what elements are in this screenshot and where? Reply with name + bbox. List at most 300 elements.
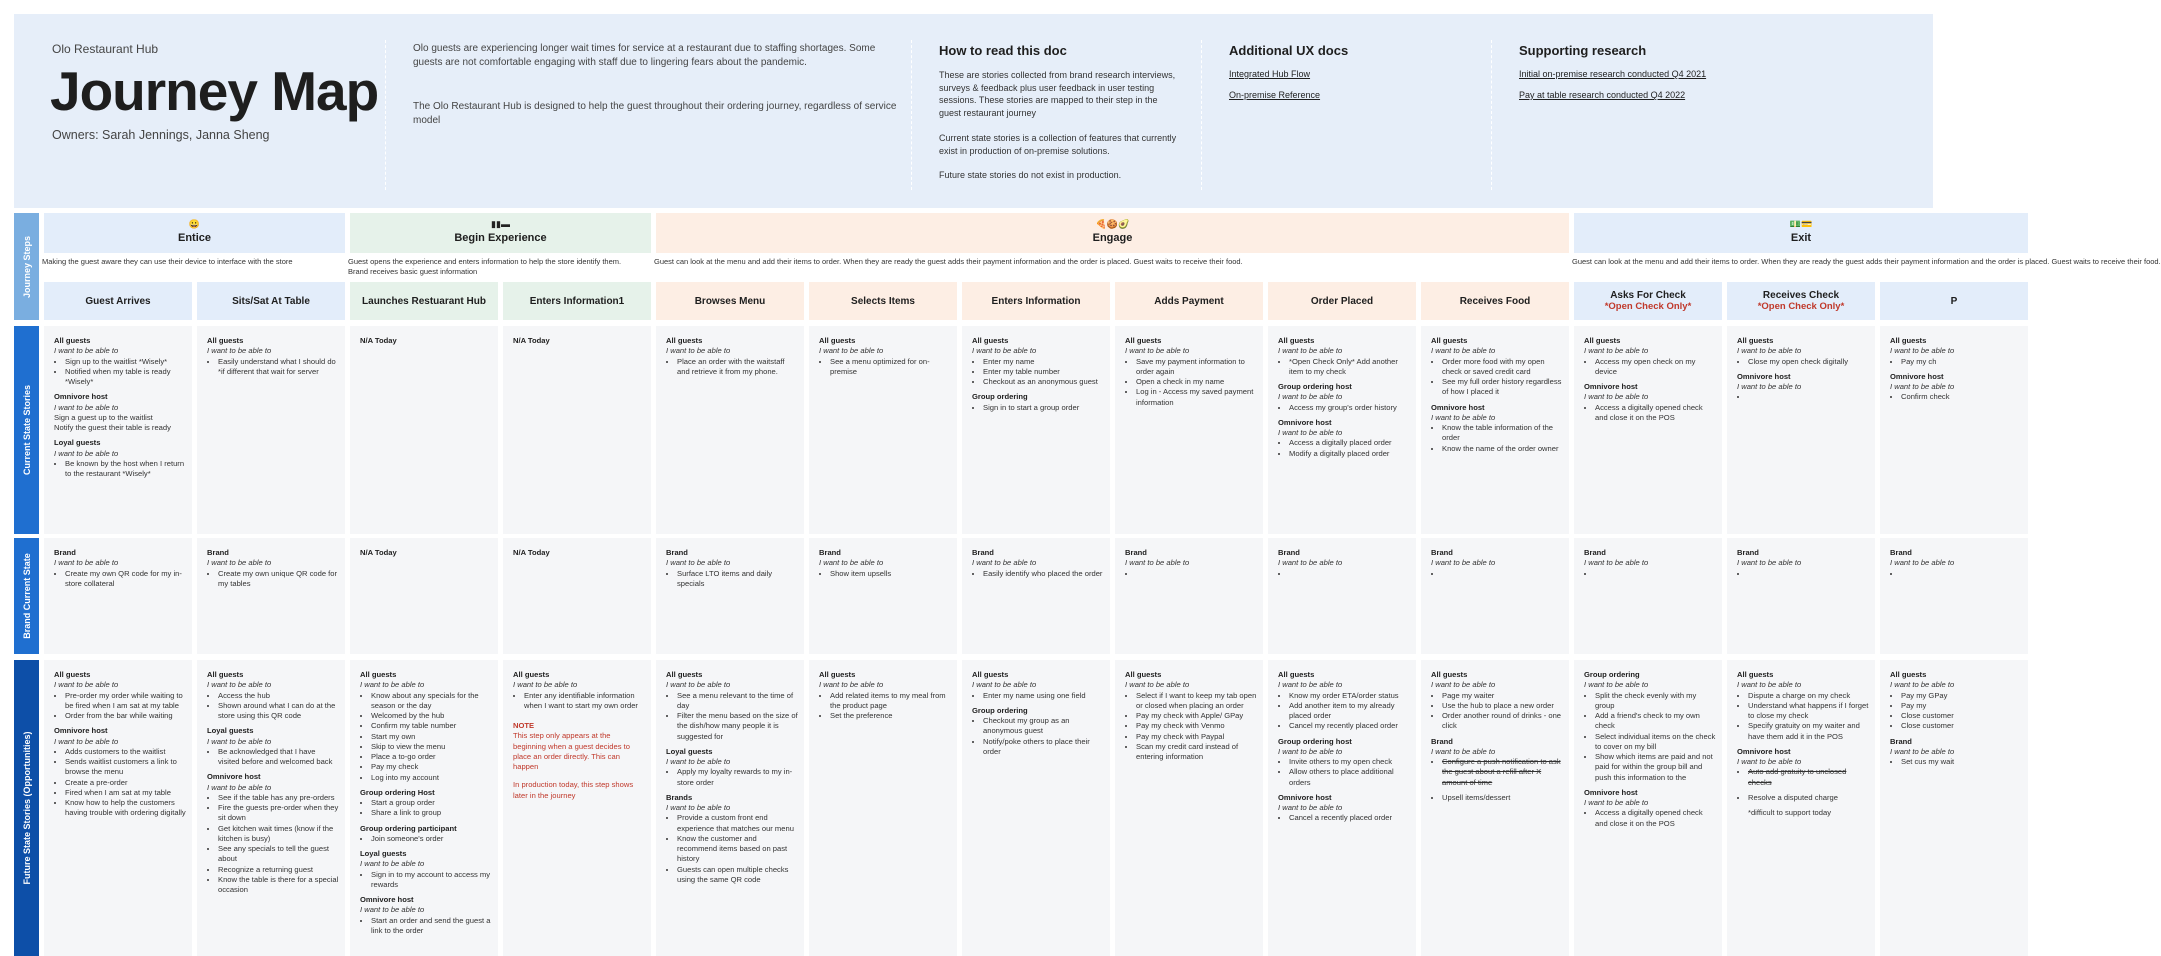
story-item: • See a menu relevant to the time of day — [677, 691, 798, 712]
story-list — [218, 747, 339, 768]
brand-state-cell — [1880, 538, 2028, 654]
group-title: All guests — [1125, 670, 1162, 679]
intro-paragraph-2: The Olo Restaurant Hub is designed to help the guest throughout their ordering journey, regardless of service model — [413, 101, 897, 126]
group-title: All guests — [1431, 670, 1468, 679]
current-state-cell — [1421, 326, 1569, 534]
story-item: • Notify/poke others to place their order — [983, 737, 1104, 758]
step-header[interactable] — [1268, 282, 1416, 320]
story-list — [677, 691, 798, 742]
group-intent: I want to be able to — [1431, 680, 1496, 690]
current-state-cell — [1574, 326, 1722, 534]
story-list — [371, 798, 492, 819]
story-item: • Start my own — [371, 732, 492, 742]
group-intent: I want to be able to — [1890, 346, 1955, 356]
step-label: Enters Information — [991, 295, 1081, 307]
story-list — [1442, 691, 1563, 732]
group-intent: I want to be able to — [972, 346, 1037, 356]
brand-state-cell — [1421, 538, 1569, 654]
story-item — [1442, 569, 1563, 579]
story-text: Notify the guest their table is ready — [54, 423, 171, 432]
group-intent: I want to be able to — [1737, 382, 1802, 391]
current-state-cell — [350, 326, 498, 534]
story-item: • Understand what happens if I forget to close my check — [1748, 701, 1869, 722]
story-list — [983, 691, 1104, 701]
group-title: Omnivore host — [1737, 746, 1791, 756]
story-list — [65, 691, 186, 722]
story-list — [1442, 423, 1563, 454]
story-item: • Place a to-go order — [371, 752, 492, 762]
step-header[interactable] — [1421, 282, 1569, 320]
step-header[interactable] — [962, 282, 1110, 320]
story-item: • Confirm check — [1901, 392, 2022, 402]
story-item: • Use the hub to place a new order — [1442, 701, 1563, 711]
story-item: • Access my open check on my device — [1595, 357, 1716, 378]
story-item: • *Open Check Only* Add another item to my check — [1289, 357, 1410, 378]
story-item: • Create a pre-order — [65, 778, 186, 788]
future-state-cell — [962, 660, 1110, 956]
story-item: • Welcomed by the hub — [371, 711, 492, 721]
story-item: • Show item upsells — [830, 569, 951, 579]
group-intent: I want to be able to — [207, 558, 272, 568]
group-intent: I want to be able to — [1890, 558, 1955, 568]
story-item: • Adds customers to the waitlist — [65, 747, 186, 757]
story-item: • Close customer — [1901, 721, 2022, 731]
phase-exit — [1574, 213, 2028, 253]
group-title: Brand — [1737, 548, 1759, 557]
phase-description — [654, 257, 1577, 267]
story-item: • Add related items to my meal from the product page — [830, 691, 951, 712]
story-list — [983, 403, 1104, 413]
group-intent: I want to be able to — [54, 346, 119, 356]
brand-state-cell — [962, 538, 1110, 654]
story-item — [1901, 569, 2022, 579]
story-item: • Select if I want to keep my tab open or closed when placing an order — [1136, 691, 1257, 712]
current-state-cell — [962, 326, 1110, 534]
story-item: • Pay my — [1901, 701, 2022, 711]
brand-state-cell — [503, 538, 651, 654]
story-item: • Select individual items on the check to cover on my bill — [1595, 732, 1716, 753]
story-item: • Checkout my group as an anonymous guest — [983, 716, 1104, 737]
story-list — [1442, 357, 1563, 398]
step-label: Launches Restuarant Hub — [362, 295, 486, 307]
link-integrated-hub-flow[interactable]: Integrated Hub Flow — [1229, 69, 1311, 79]
step-header[interactable] — [44, 282, 192, 320]
current-state-cell — [1880, 326, 2028, 534]
story-item: • Notified when my table is ready *Wisely* — [65, 367, 186, 388]
step-note: *Open Check Only* — [1604, 301, 1692, 312]
story-item: • See my full order history regardless of how I placed it — [1442, 377, 1563, 398]
story-list — [218, 793, 339, 896]
group-intent: I want to be able to — [1431, 412, 1496, 422]
brand-state-cell — [1574, 538, 1722, 654]
story-item: • Know the name of the order owner — [1442, 444, 1563, 454]
story-item: • Know my order ETA/order status — [1289, 691, 1410, 701]
group-intent: I want to be able to — [1278, 680, 1343, 690]
phase-desc-line: Making the guest aware they can use their device to interface with the store — [42, 257, 293, 266]
group-intent: I want to be able to — [54, 736, 119, 746]
story-item: • Filter the menu based on the size of the dish/how many people it is suggested for — [677, 711, 798, 742]
group-title: All guests — [54, 670, 91, 679]
future-state-cell — [1268, 660, 1416, 956]
app-subtitle: Olo Restaurant Hub — [52, 42, 159, 56]
story-item: • Fire the guests pre-order when they sit down — [218, 803, 339, 824]
story-item: • Surface LTO items and daily specials — [677, 569, 798, 590]
future-state-cell — [1727, 660, 1875, 956]
story-item: • Log in - Access my saved payment information — [1136, 387, 1257, 408]
step-label: Adds Payment — [1154, 295, 1224, 307]
story-item: • Pay my ch — [1901, 357, 2022, 367]
row-label-future-state: Future State Stories (Opportunities) — [14, 660, 39, 956]
step-header[interactable] — [503, 282, 651, 320]
story-item: • Skip to view the menu — [371, 742, 492, 752]
story-item: • Pay my check with Venmo — [1136, 721, 1257, 731]
story-text: Sign a guest up to the waitlist — [54, 412, 153, 422]
future-state-cell — [1421, 660, 1569, 956]
group-title: All guests — [54, 336, 91, 345]
group-intent: I want to be able to — [54, 680, 119, 690]
group-title: Brand — [972, 548, 994, 557]
story-list — [218, 691, 339, 722]
story-item: • Know about any specials for the season or the day — [371, 691, 492, 712]
story-item — [1289, 569, 1410, 579]
story-list — [1289, 438, 1410, 459]
step-header[interactable] — [1880, 282, 2028, 320]
story-item: • Fired when I am sat at my table — [65, 788, 186, 798]
group-title: All guests — [1278, 336, 1315, 345]
group-title: All guests — [1584, 336, 1621, 345]
group-title: Omnivore host — [1431, 402, 1485, 412]
group-title: Omnivore host — [54, 392, 108, 402]
story-item: • Invite others to my open check — [1289, 757, 1410, 767]
story-item: • Log into my account — [371, 773, 492, 783]
story-item: • Set the preference — [830, 711, 951, 721]
story-item: • Guests can open multiple checks using the same QR code — [677, 865, 798, 886]
group-title: All guests — [819, 670, 856, 679]
future-state-cell — [503, 660, 651, 956]
future-state-cell — [1115, 660, 1263, 956]
story-item: • Sends waitlist customers a link to browse the menu — [65, 757, 186, 778]
story-item: • Know the table information of the order — [1442, 423, 1563, 444]
group-intent: I want to be able to — [819, 680, 884, 690]
story-item: • Enter my name using one field — [983, 691, 1104, 701]
story-list — [1901, 357, 2022, 367]
story-list — [1289, 813, 1410, 823]
story-item: • Be acknowledged that I have visited before and welcomed back — [218, 747, 339, 768]
story-list — [1442, 569, 1563, 579]
story-item: • Close my open check digitally — [1748, 357, 1869, 367]
story-item: • Confirm my table number — [371, 721, 492, 731]
group-intent: I want to be able to — [207, 346, 272, 356]
story-list — [983, 357, 1104, 388]
story-item: • Start an order and send the guest a link to the order — [371, 916, 492, 937]
story-item: • Order from the bar while waiting — [65, 711, 186, 721]
step-label: Order Placed — [1310, 295, 1374, 307]
group-title: All guests — [666, 336, 703, 345]
group-title: Brand — [1125, 548, 1147, 557]
story-item: • See any specials to tell the guest about — [218, 844, 339, 865]
group-title: Loyal guests — [666, 746, 713, 756]
group-intent: I want to be able to — [1278, 346, 1343, 356]
story-item: • See a menu optimized for on-premise — [830, 357, 951, 378]
group-title: Group ordering — [972, 392, 1028, 402]
group-intent: I want to be able to — [1431, 558, 1496, 568]
group-title: All guests — [360, 670, 397, 679]
group-title: All guests — [207, 670, 244, 679]
group-intent: I want to be able to — [1584, 392, 1649, 402]
story-item: • Join someone's order — [371, 834, 492, 844]
story-item: • Modify a digitally placed order — [1289, 449, 1410, 459]
story-item: • Enter any identifiable information when I want to start my own order — [524, 691, 645, 712]
story-text: *difficult to support today — [1748, 808, 1832, 817]
phase-name: Begin Experience — [454, 232, 547, 244]
brand-state-cell — [350, 538, 498, 654]
phase-emoji: 💵💳 — [1789, 219, 1813, 229]
step-header[interactable] — [656, 282, 804, 320]
owners-label: Owners: Sarah Jennings, Janna Sheng — [52, 128, 270, 142]
group-title: Brand — [666, 548, 688, 557]
step-header[interactable] — [1574, 282, 1722, 320]
current-state-cell — [656, 326, 804, 534]
group-title: All guests — [972, 670, 1009, 679]
group-title: Omnivore host — [207, 772, 261, 782]
group-intent: I want to be able to — [1584, 346, 1649, 356]
group-title: Omnivore host — [1737, 371, 1791, 381]
group-title: All guests — [1890, 336, 1927, 345]
current-state-cell — [44, 326, 192, 534]
current-state-cell — [809, 326, 957, 534]
story-item: • Resolve a disputed charge — [1748, 793, 1869, 803]
group-title: Omnivore host — [1584, 787, 1638, 797]
current-state-cell — [197, 326, 345, 534]
story-list — [677, 813, 798, 885]
group-title: Group ordering participant — [360, 823, 457, 833]
group-title: N/A Today — [513, 548, 550, 557]
story-list — [371, 691, 492, 783]
group-intent: I want to be able to — [1125, 558, 1190, 568]
story-item: • Specify gratuity on my waiter and have them add it in the POS — [1748, 721, 1869, 742]
story-list — [65, 747, 186, 819]
phase-emoji: 😀 — [188, 219, 201, 229]
story-item: • Recognize a returning guest — [218, 865, 339, 875]
story-item — [1748, 392, 1869, 402]
story-item: • Enter my table number — [983, 367, 1104, 377]
brand-state-cell — [44, 538, 192, 654]
step-header[interactable] — [1727, 282, 1875, 320]
current-state-cell — [1727, 326, 1875, 534]
phase-name: Entice — [177, 232, 211, 244]
group-intent: I want to be able to — [1278, 428, 1343, 437]
group-title: All guests — [1737, 670, 1774, 679]
group-intent: I want to be able to — [666, 558, 731, 568]
story-list — [1748, 767, 1869, 788]
group-title: Loyal guests — [360, 849, 407, 858]
story-list — [1595, 403, 1716, 424]
story-item: • Split the check evenly with my group — [1595, 691, 1716, 712]
brand-state-cell — [656, 538, 804, 654]
group-intent: I want to be able to — [1431, 346, 1496, 356]
ux-docs-title: Additional UX docs — [1229, 43, 1349, 58]
story-item: • Set cus my wait — [1901, 757, 2022, 767]
story-item: • Order another round of drinks - one click — [1442, 711, 1563, 732]
story-item: • Close customer — [1901, 711, 2022, 721]
step-header[interactable] — [350, 282, 498, 320]
brand-state-cell — [809, 538, 957, 654]
story-item: • Enter my name — [983, 357, 1104, 367]
phase-emoji: 🍕🍪🥑 — [1095, 219, 1130, 229]
group-intent: I want to be able to — [207, 680, 272, 690]
group-title: Group ordering host — [1278, 736, 1352, 746]
story-item — [1748, 569, 1869, 579]
story-list — [1136, 691, 1257, 763]
story-list — [677, 357, 798, 378]
brand-state-cell — [197, 538, 345, 654]
story-item: • Upsell items/dessert — [1442, 793, 1563, 803]
phase-desc-line: Guest can look at the menu and add their items to order. When they are ready the guest adds their payment information and the order is placed. Guest waits to receive their food. — [654, 257, 1243, 266]
group-intent: I want to be able to — [819, 558, 884, 568]
story-list — [1595, 357, 1716, 378]
group-title: Omnivore host — [1278, 792, 1332, 802]
group-intent: I want to be able to — [360, 680, 425, 690]
story-item: • Apply my loyalty rewards to my in-store order — [677, 767, 798, 788]
story-item: • Access a digitally opened check and close it on the POS — [1595, 808, 1716, 829]
story-list — [677, 569, 798, 590]
story-item: • Be known by the host when I return to the restaurant *Wisely* — [65, 459, 186, 480]
story-list — [1901, 569, 2022, 579]
group-title: All guests — [1278, 670, 1315, 679]
story-list — [983, 716, 1104, 757]
story-list — [371, 834, 492, 844]
group-intent: I want to be able to — [1584, 558, 1649, 568]
step-label: Sits/Sat At Table — [232, 295, 310, 307]
story-item-struck: • Configure a push notification to ask the guest about a refill after X amount of time — [1442, 757, 1563, 788]
group-title: All guests — [1737, 336, 1774, 345]
story-item: • Add a friend's check to my own check — [1595, 711, 1716, 732]
step-header[interactable] — [1115, 282, 1263, 320]
header-divider — [385, 40, 386, 190]
story-item: • Access the hub — [218, 691, 339, 701]
how-to-read-para-3: Future state stories do not exist in production. — [939, 170, 1122, 180]
step-label: Selects Items — [851, 295, 915, 307]
group-title: Group ordering host — [1278, 382, 1352, 391]
story-item-struck: • Auto add gratuity to unclosed checks — [1748, 767, 1869, 788]
group-intent: I want to be able to — [972, 558, 1037, 568]
story-item: • Create my own unique QR code for my tables — [218, 569, 339, 590]
step-label: Asks For Check — [1610, 290, 1686, 301]
story-list — [1748, 357, 1869, 367]
story-item: • Checkout as an anonymous guest — [983, 377, 1104, 387]
group-title: Brand — [819, 548, 841, 557]
step-label: Receives Food — [1459, 295, 1531, 307]
step-note-text: In production today, this step shows later in the journey — [513, 780, 634, 800]
link-initial-research[interactable]: Initial on-premise research conducted Q4 2021 — [1519, 69, 1707, 79]
phase-description — [1572, 257, 2161, 267]
future-state-cell — [44, 660, 192, 956]
story-item: • Sign in to start a group order — [983, 403, 1104, 413]
group-intent: I want to be able to — [1890, 382, 1955, 391]
story-list — [830, 357, 951, 378]
story-item: • Show which items are paid and not paid for within the group bill and push this information to the — [1595, 752, 1716, 783]
story-list — [1595, 569, 1716, 579]
story-item: • Provide a custom front end experience that matches our menu — [677, 813, 798, 834]
step-header[interactable] — [809, 282, 957, 320]
step-header[interactable] — [197, 282, 345, 320]
group-title: Omnivore host — [1584, 382, 1638, 391]
story-list — [218, 357, 339, 378]
story-item: • Cancel my recently placed order — [1289, 721, 1410, 731]
header-divider — [1201, 40, 1202, 190]
story-list — [1442, 757, 1563, 788]
group-intent: I want to be able to — [1125, 680, 1190, 690]
current-state-cell — [503, 326, 651, 534]
story-item: • Page my waiter — [1442, 691, 1563, 701]
page-title: Journey Map — [50, 60, 379, 122]
brand-state-cell — [1727, 538, 1875, 654]
story-list — [65, 569, 186, 590]
group-intent: I want to be able to — [1737, 346, 1802, 356]
story-list — [1748, 793, 1869, 803]
story-item: • Pay my GPay — [1901, 691, 2022, 701]
current-state-cell — [1268, 326, 1416, 534]
story-item: • Sign in to my account to access my rewards — [371, 870, 492, 891]
story-item: • Start a group order — [371, 798, 492, 808]
group-intent: I want to be able to — [1737, 680, 1802, 690]
story-list — [1748, 392, 1869, 402]
story-item: • Sign up to the waitlist *Wisely* — [65, 357, 186, 367]
phase-engage — [656, 213, 1569, 253]
story-item: • Access my group's order history — [1289, 403, 1410, 413]
group-intent: I want to be able to — [360, 859, 425, 869]
story-item — [1136, 569, 1257, 579]
link-on-premise-reference[interactable]: On-premise Reference — [1229, 90, 1321, 100]
group-intent: I want to be able to — [1890, 746, 1955, 756]
story-list — [1595, 691, 1716, 783]
group-title: Brand — [1431, 548, 1453, 557]
phase-desc-line: Guest can look at the menu and add their items to order. When they are ready the guest adds their payment information and the order is placed. Guest waits to receive their food. — [1572, 257, 2161, 266]
phase-emoji: ▮▮▬ — [491, 219, 510, 229]
group-intent: I want to be able to — [972, 680, 1037, 690]
group-intent: I want to be able to — [1125, 346, 1190, 356]
story-list — [218, 569, 339, 590]
group-title: Group ordering — [1584, 670, 1640, 679]
story-item: • Pre-order my order while waiting to be fired when I am sat at my table — [65, 691, 186, 712]
story-item: • Easily understand what I should do *if different that wait for server — [218, 357, 339, 378]
group-title: N/A Today — [360, 548, 397, 557]
step-note: *Open Check Only* — [1757, 301, 1845, 312]
future-state-cell — [1574, 660, 1722, 956]
header-divider — [911, 40, 912, 190]
step-label: Enters Information1 — [529, 295, 625, 307]
story-item: • Pay my check with Paypal — [1136, 732, 1257, 742]
story-list — [1901, 757, 2022, 767]
row-label-journey-steps: Journey Steps — [14, 213, 39, 320]
group-intent: I want to be able to — [1278, 746, 1343, 756]
link-pay-at-table-research[interactable]: Pay at table research conducted Q4 2022 — [1519, 90, 1686, 100]
story-item: • Know the table is there for a special occasion — [218, 875, 339, 896]
story-item: • Pay my check — [371, 762, 492, 772]
story-item: • Add another item to my already placed order — [1289, 701, 1410, 722]
story-item: • Place an order with the waitstaff and retrieve it from my phone. — [677, 357, 798, 378]
group-title: All guests — [972, 336, 1009, 345]
group-intent: I want to be able to — [1737, 558, 1802, 568]
group-intent: I want to be able to — [666, 680, 731, 690]
step-label: P — [1950, 295, 1958, 307]
brand-state-cell — [1268, 538, 1416, 654]
group-title: All guests — [513, 670, 550, 679]
story-item: • Cancel a recently placed order — [1289, 813, 1410, 823]
group-intent: I want to be able to — [1890, 680, 1955, 690]
group-title: Brand — [207, 548, 229, 557]
group-title: All guests — [1125, 336, 1162, 345]
